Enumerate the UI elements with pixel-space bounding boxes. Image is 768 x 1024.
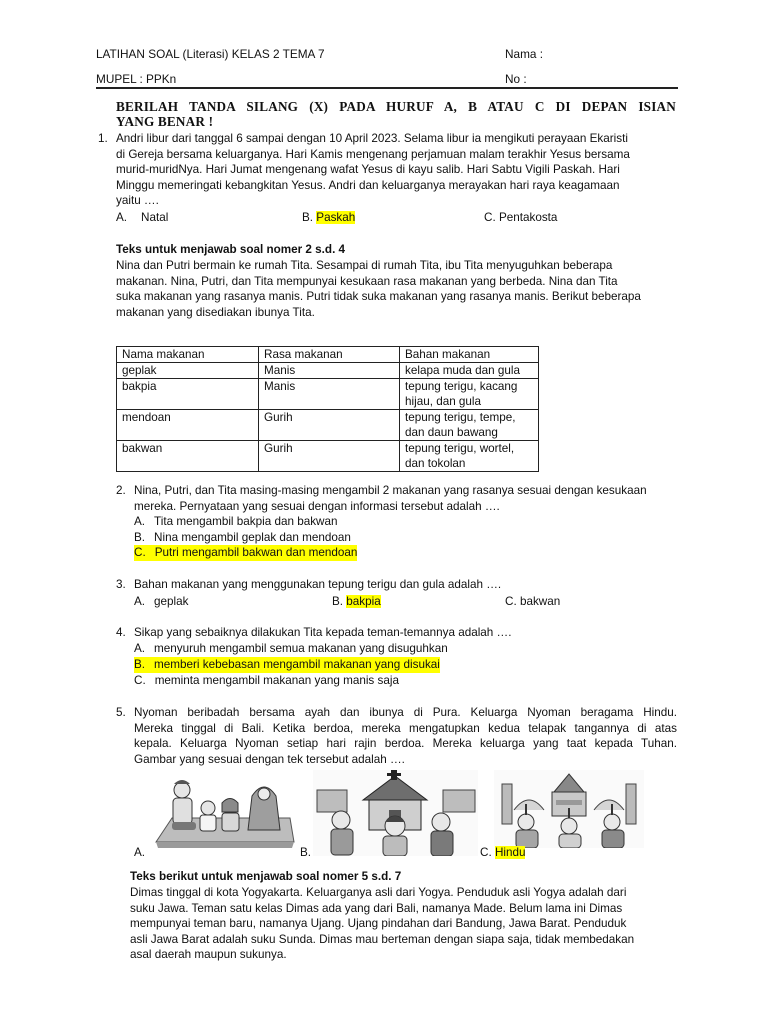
table-row	[117, 410, 539, 441]
q4-option-a[interactable]	[134, 641, 448, 657]
table-cell: tepung terigu, tempe, dan daun bawang	[400, 410, 539, 441]
mupel-label: MUPEL : PPKn	[96, 72, 177, 86]
question-1-line: di Gereja bersama keluarganya. Hari Kamis mengenang perjamuan malam terakhir Yesus bersama	[116, 147, 630, 161]
passage-2-heading: Teks berikut untuk menjawab soal nomer 5 s.d. 7	[130, 870, 402, 883]
question-5-line: Nyoman beribadah bersama ayah dan ibunya di Pura. Keluarga Nyoman beragama Hindu.	[134, 706, 677, 719]
option-text-highlighted: memberi kebebasan mengambil makanan yang disukai	[154, 658, 440, 671]
option-letter: A.	[134, 595, 146, 608]
passage-1-text	[116, 258, 641, 320]
table-header-row	[117, 347, 539, 363]
table-cell: bakwan	[117, 441, 259, 472]
question-3-text	[134, 577, 501, 593]
instruction	[116, 99, 676, 129]
temple-praying-image[interactable]	[494, 770, 644, 848]
option-letter: C.	[134, 546, 146, 559]
question-2-line: mereka. Pernyataan yang sesuai dengan informasi tersebut adalah ….	[134, 499, 500, 513]
question-3-line: Bahan makanan yang menggunakan tepung terigu dan gula adalah ….	[134, 578, 502, 591]
passage-2-line: suku Jawa. Teman satu kelas Dimas ada yang dari Bali, namanya Made. Belum lama ini Dimas	[130, 901, 623, 915]
option-letter: C.	[484, 211, 496, 224]
q4-option-c[interactable]	[134, 673, 399, 689]
question-4-text	[134, 625, 511, 641]
q3-option-b[interactable]	[332, 594, 381, 610]
q5-option-b[interactable]	[300, 845, 311, 861]
family-praying-mat-image[interactable]	[152, 770, 295, 850]
table-row	[117, 379, 539, 410]
option-letter: A.	[116, 211, 128, 224]
question-1-line: murid-muridNya. Hari Jumat mengenang wafat Yesus di kayu salib. Hari Sabtu Vigili Paskah. Hari	[116, 163, 620, 176]
table-cell: geplak	[117, 363, 259, 379]
table-header: Nama makanan	[117, 347, 259, 363]
instruction-line-2: YANG BENAR !	[116, 114, 214, 129]
option-letter: B.	[302, 211, 314, 224]
table-header: Rasa makanan	[259, 347, 400, 363]
no-label: No :	[505, 72, 527, 86]
option-letter: B.	[134, 658, 146, 671]
option-letter: C.	[134, 674, 146, 687]
question-5-line: Gambar yang sesuai dengan tek tersebut adalah ….	[134, 752, 405, 766]
option-text: Tita mengambil bakpia dan bakwan	[154, 515, 338, 528]
q3-option-a[interactable]	[134, 594, 189, 610]
table-cell: kelapa muda dan gula	[400, 363, 539, 379]
passage-1-line: Nina dan Putri bermain ke rumah Tita. Sesampai di rumah Tita, ibu Tita menyuguhkan beberapa	[116, 259, 613, 272]
q3-option-c[interactable]	[505, 594, 560, 610]
option-letter: C.	[505, 595, 517, 608]
passage-1-line: suka makanan yang rasanya manis. Putri tidak suka makanan yang rasanya manis. Berikut beberapa	[116, 290, 641, 303]
q2-option-b[interactable]	[134, 530, 351, 546]
q1-option-a[interactable]	[116, 210, 168, 226]
option-letter: A.	[134, 642, 146, 655]
table-cell: mendoan	[117, 410, 259, 441]
question-1-line: yaitu ….	[116, 194, 159, 207]
option-letter: B.	[332, 595, 344, 608]
q5-option-a[interactable]	[134, 845, 145, 861]
q4-option-b[interactable]	[134, 657, 440, 673]
option-text-highlighted: Paskah	[316, 211, 356, 224]
table-cell: Manis	[259, 363, 400, 379]
instruction-line-1: BERILAH TANDA SILANG (X) PADA HURUF A, B ATAU C DI DEPAN ISIAN	[116, 99, 676, 114]
church-praying-image[interactable]	[313, 770, 478, 856]
option-text-highlighted: Putri mengambil bakwan dan mendoan	[154, 546, 358, 559]
option-letter: C.	[480, 846, 492, 859]
passage-1-line: makanan. Nina, Putri, dan Tita mempunyai kesukaan rasa makanan yang berbeda. Nina dan Tita	[116, 274, 618, 288]
option-letter: B.	[300, 846, 312, 859]
question-5-number: 5.	[116, 706, 126, 719]
question-5-line: Mereka tinggal di Bali. Ketika berdoa, mereka mengatupkan kedua telapak tangannya di atas	[134, 721, 677, 735]
worksheet-title: LATIHAN SOAL (Literasi) KELAS 2 TEMA 7	[96, 47, 325, 61]
question-2-line: Nina, Putri, dan Tita masing-masing mengambil 2 makanan yang rasanya sesuai dengan kesukaan	[134, 484, 647, 497]
option-text: geplak	[154, 595, 189, 608]
passage-2-line: mempunyai teman baru, namanya Ujang. Ujang pindahan dari Bandung, Jawa Barat. Penduduk	[130, 917, 627, 930]
header-rule	[96, 87, 678, 89]
food-table	[116, 346, 539, 472]
option-text: Nina mengambil geplak dan mendoan	[154, 531, 351, 544]
table-cell: tepung terigu, kacang hijau, dan gula	[400, 379, 539, 410]
option-text: meminta mengambil makanan yang manis saja	[154, 674, 399, 687]
q1-option-c[interactable]	[484, 210, 557, 226]
question-2-number: 2.	[116, 484, 126, 497]
option-letter: B.	[134, 531, 146, 544]
passage-2-line: asal daerah maupun sukunya.	[130, 948, 287, 961]
option-letter: A.	[134, 846, 146, 859]
passage-1-line: makanan yang disediakan ibunya Tita.	[116, 305, 315, 319]
q5-option-c[interactable]	[480, 845, 525, 861]
question-3-number: 3.	[116, 578, 126, 591]
option-text-highlighted: bakpia	[346, 595, 381, 608]
table-header: Bahan makanan	[400, 347, 539, 363]
option-text: menyuruh mengambil semua makanan yang disuguhkan	[154, 642, 448, 655]
table-cell: Manis	[259, 379, 400, 410]
table-cell: Gurih	[259, 441, 400, 472]
question-2-text	[134, 483, 647, 514]
option-text-highlighted: Hindu	[494, 846, 526, 859]
question-4-number: 4.	[116, 626, 126, 639]
passage-2-line: asli Jawa Barat adalah suku Sunda. Dimas mau berteman dengan siapa saja, tidak membedakan	[130, 932, 635, 946]
passage-1-heading: Teks untuk menjawab soal nomer 2 s.d. 4	[116, 243, 346, 256]
question-1-text	[116, 131, 630, 209]
passage-2-text	[130, 885, 634, 963]
question-1-line: Andri libur dari tanggal 6 sampai dengan 10 April 2023. Selama libur ia mengikuti perayaan Ekaristi	[116, 132, 628, 145]
q2-option-a[interactable]	[134, 514, 337, 530]
option-letter: A.	[134, 515, 146, 528]
nama-label: Nama :	[505, 47, 544, 61]
question-1-line: Minggu memeringati kebangkitan Yesus. Andri dan keluarganya merayakan hari raya keagamaan	[116, 178, 620, 192]
passage-2-line: Dimas tinggal di kota Yogyakarta. Keluarganya asli dari Yogya. Penduduk asli Yogya adalah dari	[130, 886, 627, 899]
question-4-line: Sikap yang sebaiknya dilakukan Tita kepada teman-temannya adalah ….	[134, 626, 512, 639]
option-text: Pentakosta	[498, 211, 558, 224]
question-1-number: 1.	[98, 132, 108, 145]
option-text: bakwan	[519, 595, 561, 608]
option-text: Natal	[141, 211, 169, 224]
table-cell: bakpia	[117, 379, 259, 410]
table-row	[117, 441, 539, 472]
table-row	[117, 363, 539, 379]
q1-option-b[interactable]	[302, 210, 355, 226]
question-5-text	[134, 705, 677, 767]
table-cell: tepung terigu, wortel, dan tokolan	[400, 441, 539, 472]
question-5-line: kepala. Keluarga Nyoman setiap hari rajin berdoa. Mereka keluarga yang taat kepada Tuhan.	[134, 737, 677, 750]
table-cell: Gurih	[259, 410, 400, 441]
q2-option-c[interactable]	[134, 545, 357, 561]
